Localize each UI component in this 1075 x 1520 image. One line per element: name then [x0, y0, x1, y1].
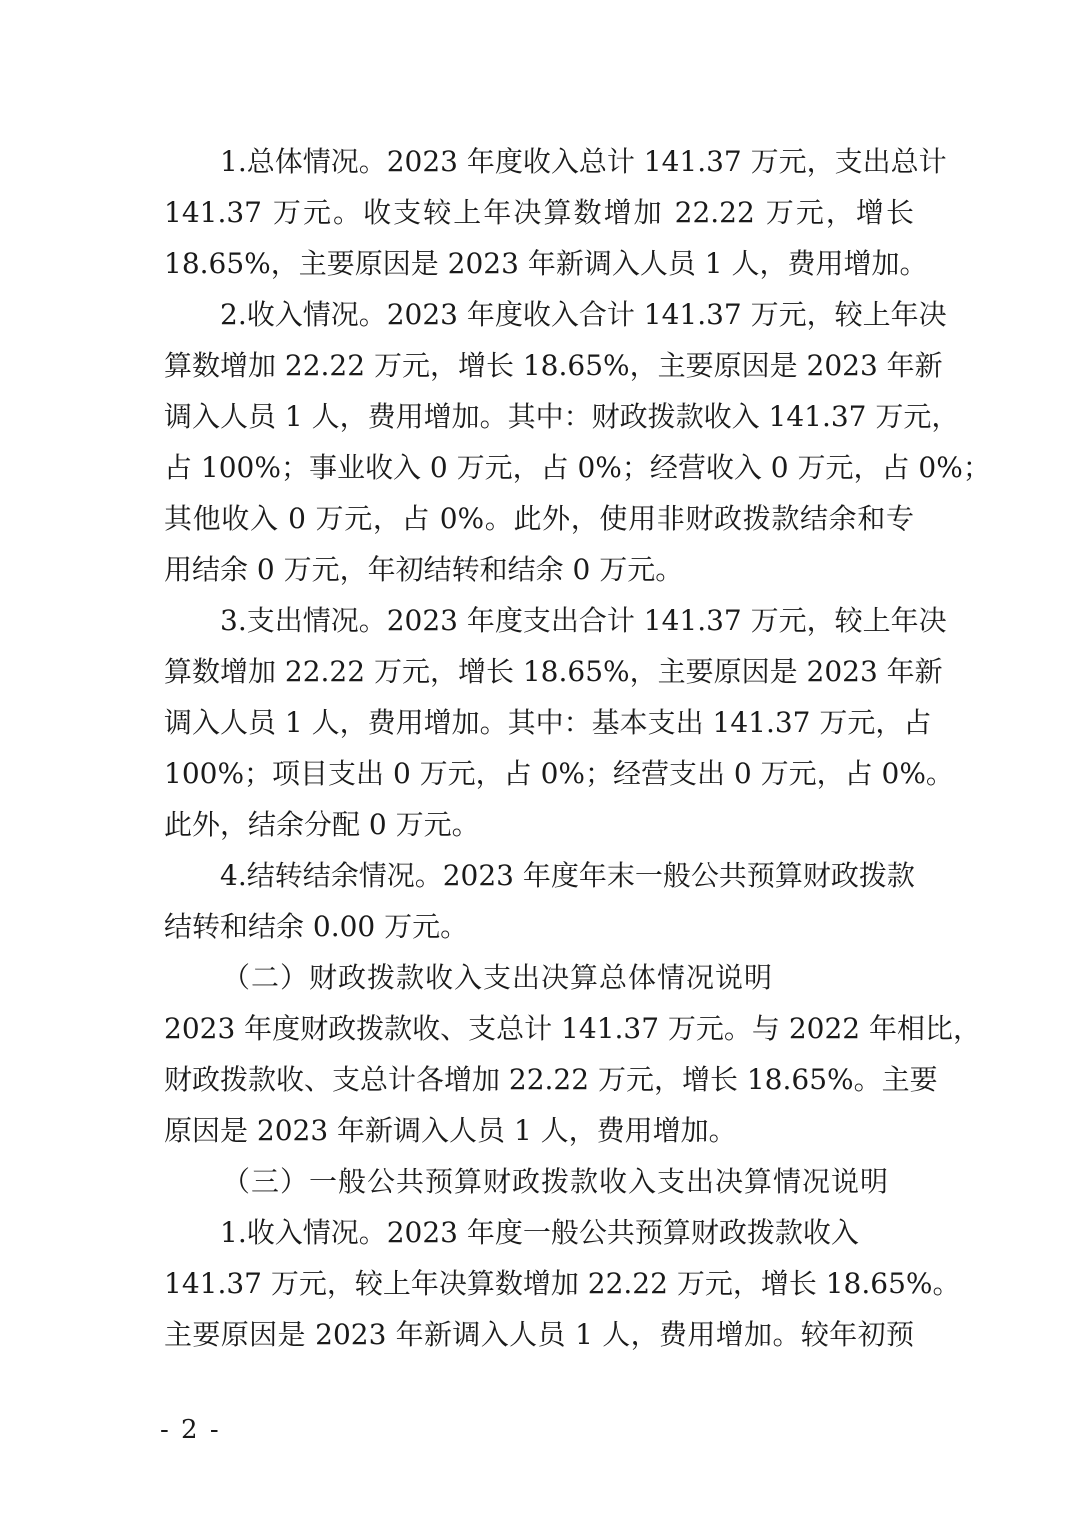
paragraph-line: 算数增加 22.22 万元，增长 18.65%，主要原因是 2023 年新: [164, 349, 943, 382]
paragraph-line: 结转和结余 0.00 万元。: [164, 910, 469, 943]
section-heading: （二）财政拨款收入支出决算总体情况说明: [222, 961, 774, 994]
paragraph-line: 占 100%；事业收入 0 万元，占 0%；经营收入 0 万元，占 0%；: [164, 451, 991, 484]
paragraph-line: 调入人员 1 人，费用增加。其中：基本支出 141.37 万元，占: [164, 706, 932, 739]
paragraph-line: 1.总体情况。2023 年度收入总计 141.37 万元，支出总计: [220, 145, 947, 178]
paragraph-line: 2.收入情况。2023 年度收入合计 141.37 万元，较上年决: [220, 298, 947, 331]
paragraph-line: 4.结转结余情况。2023 年度年末一般公共预算财政拨款: [220, 859, 915, 892]
paragraph-line: 1.收入情况。2023 年度一般公共预算财政拨款收入: [220, 1216, 859, 1249]
section-heading: （三）一般公共预算财政拨款收入支出决算情况说明: [222, 1165, 890, 1198]
paragraph-line: 用结余 0 万元，年初结转和结余 0 万元。: [164, 553, 684, 586]
paragraph-line: 原因是 2023 年新调入人员 1 人，费用增加。: [164, 1114, 737, 1147]
paragraph-line: 此外，结余分配 0 万元。: [164, 808, 480, 841]
paragraph-line: 18.65%，主要原因是 2023 年新调入人员 1 人，费用增加。: [164, 247, 928, 280]
paragraph-line: 2023 年度财政拨款收、支总计 141.37 万元。与 2022 年相比，: [164, 1012, 981, 1045]
paragraph-line: 主要原因是 2023 年新调入人员 1 人，费用增加。较年初预: [164, 1318, 914, 1351]
paragraph-line: 其他收入 0 万元，占 0%。此外，使用非财政拨款结余和专: [164, 502, 914, 535]
paragraph-line: 调入人员 1 人，费用增加。其中：财政拨款收入 141.37 万元，: [164, 400, 960, 433]
paragraph-line: 算数增加 22.22 万元，增长 18.65%，主要原因是 2023 年新: [164, 655, 943, 688]
paragraph-line: 财政拨款收、支总计各增加 22.22 万元，增长 18.65%。主要: [164, 1063, 938, 1096]
paragraph-line: 100%；项目支出 0 万元，占 0%；经营支出 0 万元，占 0%。: [164, 757, 954, 790]
paragraph-line: 141.37 万元。收支较上年决算数增加 22.22 万元，增长: [164, 196, 914, 229]
page-number: - 2 -: [160, 1415, 221, 1445]
paragraph-line: 141.37 万元，较上年决算数增加 22.22 万元，增长 18.65%。: [164, 1267, 961, 1300]
paragraph-line: 3.支出情况。2023 年度支出合计 141.37 万元，较上年决: [220, 604, 947, 637]
